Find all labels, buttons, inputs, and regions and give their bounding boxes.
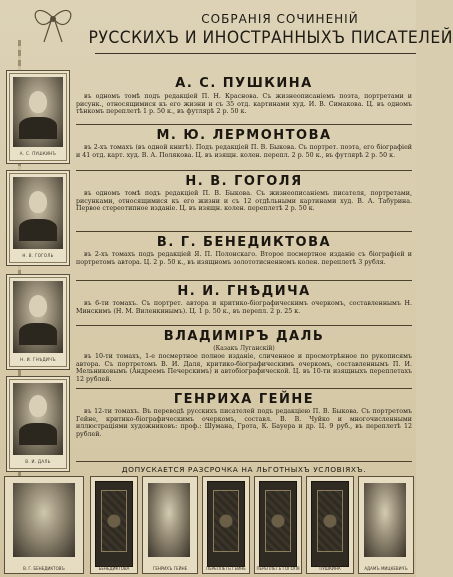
book-frame (202, 476, 250, 574)
entry-subtitle: (Казакъ Луганскій) (213, 345, 275, 352)
divider (76, 170, 412, 171)
entry-title: Н. И. ГНѢДИЧА (177, 284, 311, 299)
entry-description: въ 2-хъ томахъ (въ одной книгѣ). Подъ редакціей П. В. Быкова. Съ портрет. поэта, его біографіей и 41 отд. карт. худ. В. А. Полякова. Ц. въ изящн. колен. перепл. 2 р. 50 к., въ футлярѣ 2 р. 50 к. (76, 144, 412, 159)
book-frame (254, 476, 302, 574)
entry-title: ВЛАДИМІРЪ ДАЛЬ (163, 329, 325, 344)
portrait-frame-pushkin (6, 70, 70, 164)
portrait-image (13, 177, 63, 249)
entry-title: А. С. ПУШКИНА (175, 76, 313, 91)
portrait-caption: Н. И. ГНѢДИЧЪ (20, 357, 56, 362)
portrait-image (13, 483, 75, 557)
entry-description: въ 2-хъ томахъ подъ редакціей Я. П. Полонскаго. Второе посмертное изданіе съ біографіей и портретомъ автора. Ц. 2 р. 50 к., въ изящномъ золототисненномъ колен. переплетѣ 3 рубля. (76, 251, 412, 266)
portrait-image (364, 483, 406, 557)
portrait-frame-gnedich (6, 274, 70, 370)
divider (76, 124, 412, 125)
divider (76, 231, 412, 232)
portrait-frame-heine (142, 476, 198, 574)
entry-description: въ одномъ томѣ подъ редакціей П. Н. Краснова. Съ жизнеописаніемъ поэта, портретами и рисунк., относящимися къ его жизни и съ 35 отд. картинами худ. И. В. Симакова. Ц. въ одномъ тѣнкомъ переплетѣ 1 р. 50 к., въ футлярѣ 2 р. 50 к. (76, 93, 412, 116)
portrait-caption: ГЕНРИХЪ ГЕЙНЕ (152, 566, 188, 572)
portrait-image (148, 483, 190, 557)
book-caption: ПЕРЕПЛЕТЪ БЕНЕДИКТОВА (98, 561, 130, 572)
book-cover-icon (311, 481, 349, 567)
book-caption: ПЕРЕПЛЕТЪ ПУШКИНА (317, 561, 343, 572)
ribbon-bow-icon (30, 4, 76, 44)
header-line-1: СОБРАНІЯ СОЧИНЕНІЙ (201, 12, 359, 26)
entry-description: въ 12-ти томахъ. Въ переводѣ русскихъ писателей подъ редакціею П. В. Быкова. Съ портретомъ Гейне, критико-біографическимъ очеркомъ, составл. В. В. Чуйко и многочисленными иллюстраціями художниковъ: проф.: Шумана, Грота, К. Бауера и др. Ц. 9 руб., въ переплетѣ 12 рублей. (76, 408, 412, 438)
portrait-caption: Н. В. ГОГОЛЬ (22, 253, 54, 258)
portrait-frame-benediktov (4, 476, 84, 574)
bottom-row (0, 474, 416, 577)
book-caption: ПЕРЕПЛЕТЪ ГОГОЛЯ (256, 566, 300, 572)
portrait-frame-mickiewicz (358, 476, 414, 574)
portrait-image (13, 281, 63, 353)
divider (76, 388, 412, 389)
portrait-caption: АДАМЪ МИЦКЕВИЧЪ (364, 566, 408, 572)
book-frame (306, 476, 354, 574)
portrait-caption: А. С. ПУШКИНЪ (19, 151, 57, 156)
portrait-frame-gogol (6, 170, 70, 266)
entry-description: въ одномъ томѣ подъ редакціей П. В. Быкова. Съ жизнеописаніемъ писателя, портретами, рисунками, относящимися къ его жизни и съ 12 отдѣльными картинами худ. В. А. Табурина. Первое стереотипное изданіе. Ц. въ изящн. колен. переплетѣ 2 р. 50 к. (76, 190, 412, 213)
divider (76, 280, 412, 281)
portrait-image (13, 77, 63, 147)
portrait-frame-dal (6, 376, 70, 472)
entry-title: ГЕНРИХА ГЕЙНЕ (173, 392, 315, 407)
header-divider (95, 53, 416, 54)
installment-notice: ДОПУСКАЕТСЯ РАЗСРОЧКА НА ЛЬГОТНЫХЪ УСЛОВІЯХЪ. (121, 465, 367, 474)
portrait-caption: В. И. ДАЛЬ (25, 459, 51, 464)
header-line-2: РУССКИХЪ И ИНОСТРАННЫХЪ ПИСАТЕЛЕЙ (88, 28, 453, 48)
header (0, 0, 453, 60)
book-cover-icon (207, 481, 245, 567)
book-cover-icon (259, 481, 297, 567)
entry-title: Н. В. ГОГОЛЯ (185, 174, 303, 189)
entry-description: въ 6-ти томахъ. Съ портрет. автора и критико-біографическимъ очеркомъ, составленнымъ Н. Минскимъ (Н. М. Виленкинымъ). Ц. 1 р. 50 к., въ перепл. 2 р. 25 к. (76, 300, 412, 315)
entry-description: въ 10-ти томахъ, 1-е посмертное полное изданіе, сличенное и просмотрѣнное по рукописямъ автора. Съ портретомъ В. И. Даля, критико-біографическимъ очеркомъ, составленнымъ П. И. Мельниковымъ (Андреемъ Печерскимъ) и автобіографической. Ц. въ 10-ти изящныхъ переплетахъ 12 рублей. (76, 353, 412, 383)
portrait-image (13, 383, 63, 455)
book-caption: ПЕРЕПЛЕТЪ ГЕЙНЕ (206, 566, 246, 572)
entry-title: М. Ю. ЛЕРМОНТОВА (156, 128, 332, 143)
book-frame (90, 476, 138, 574)
portrait-caption: В. Г. БЕНЕДИКТОВЪ (23, 566, 65, 572)
divider (76, 325, 412, 326)
entry-title: В. Г. БЕНЕДИКТОВА (156, 235, 332, 250)
book-cover-icon (95, 481, 133, 567)
divider (76, 461, 412, 462)
